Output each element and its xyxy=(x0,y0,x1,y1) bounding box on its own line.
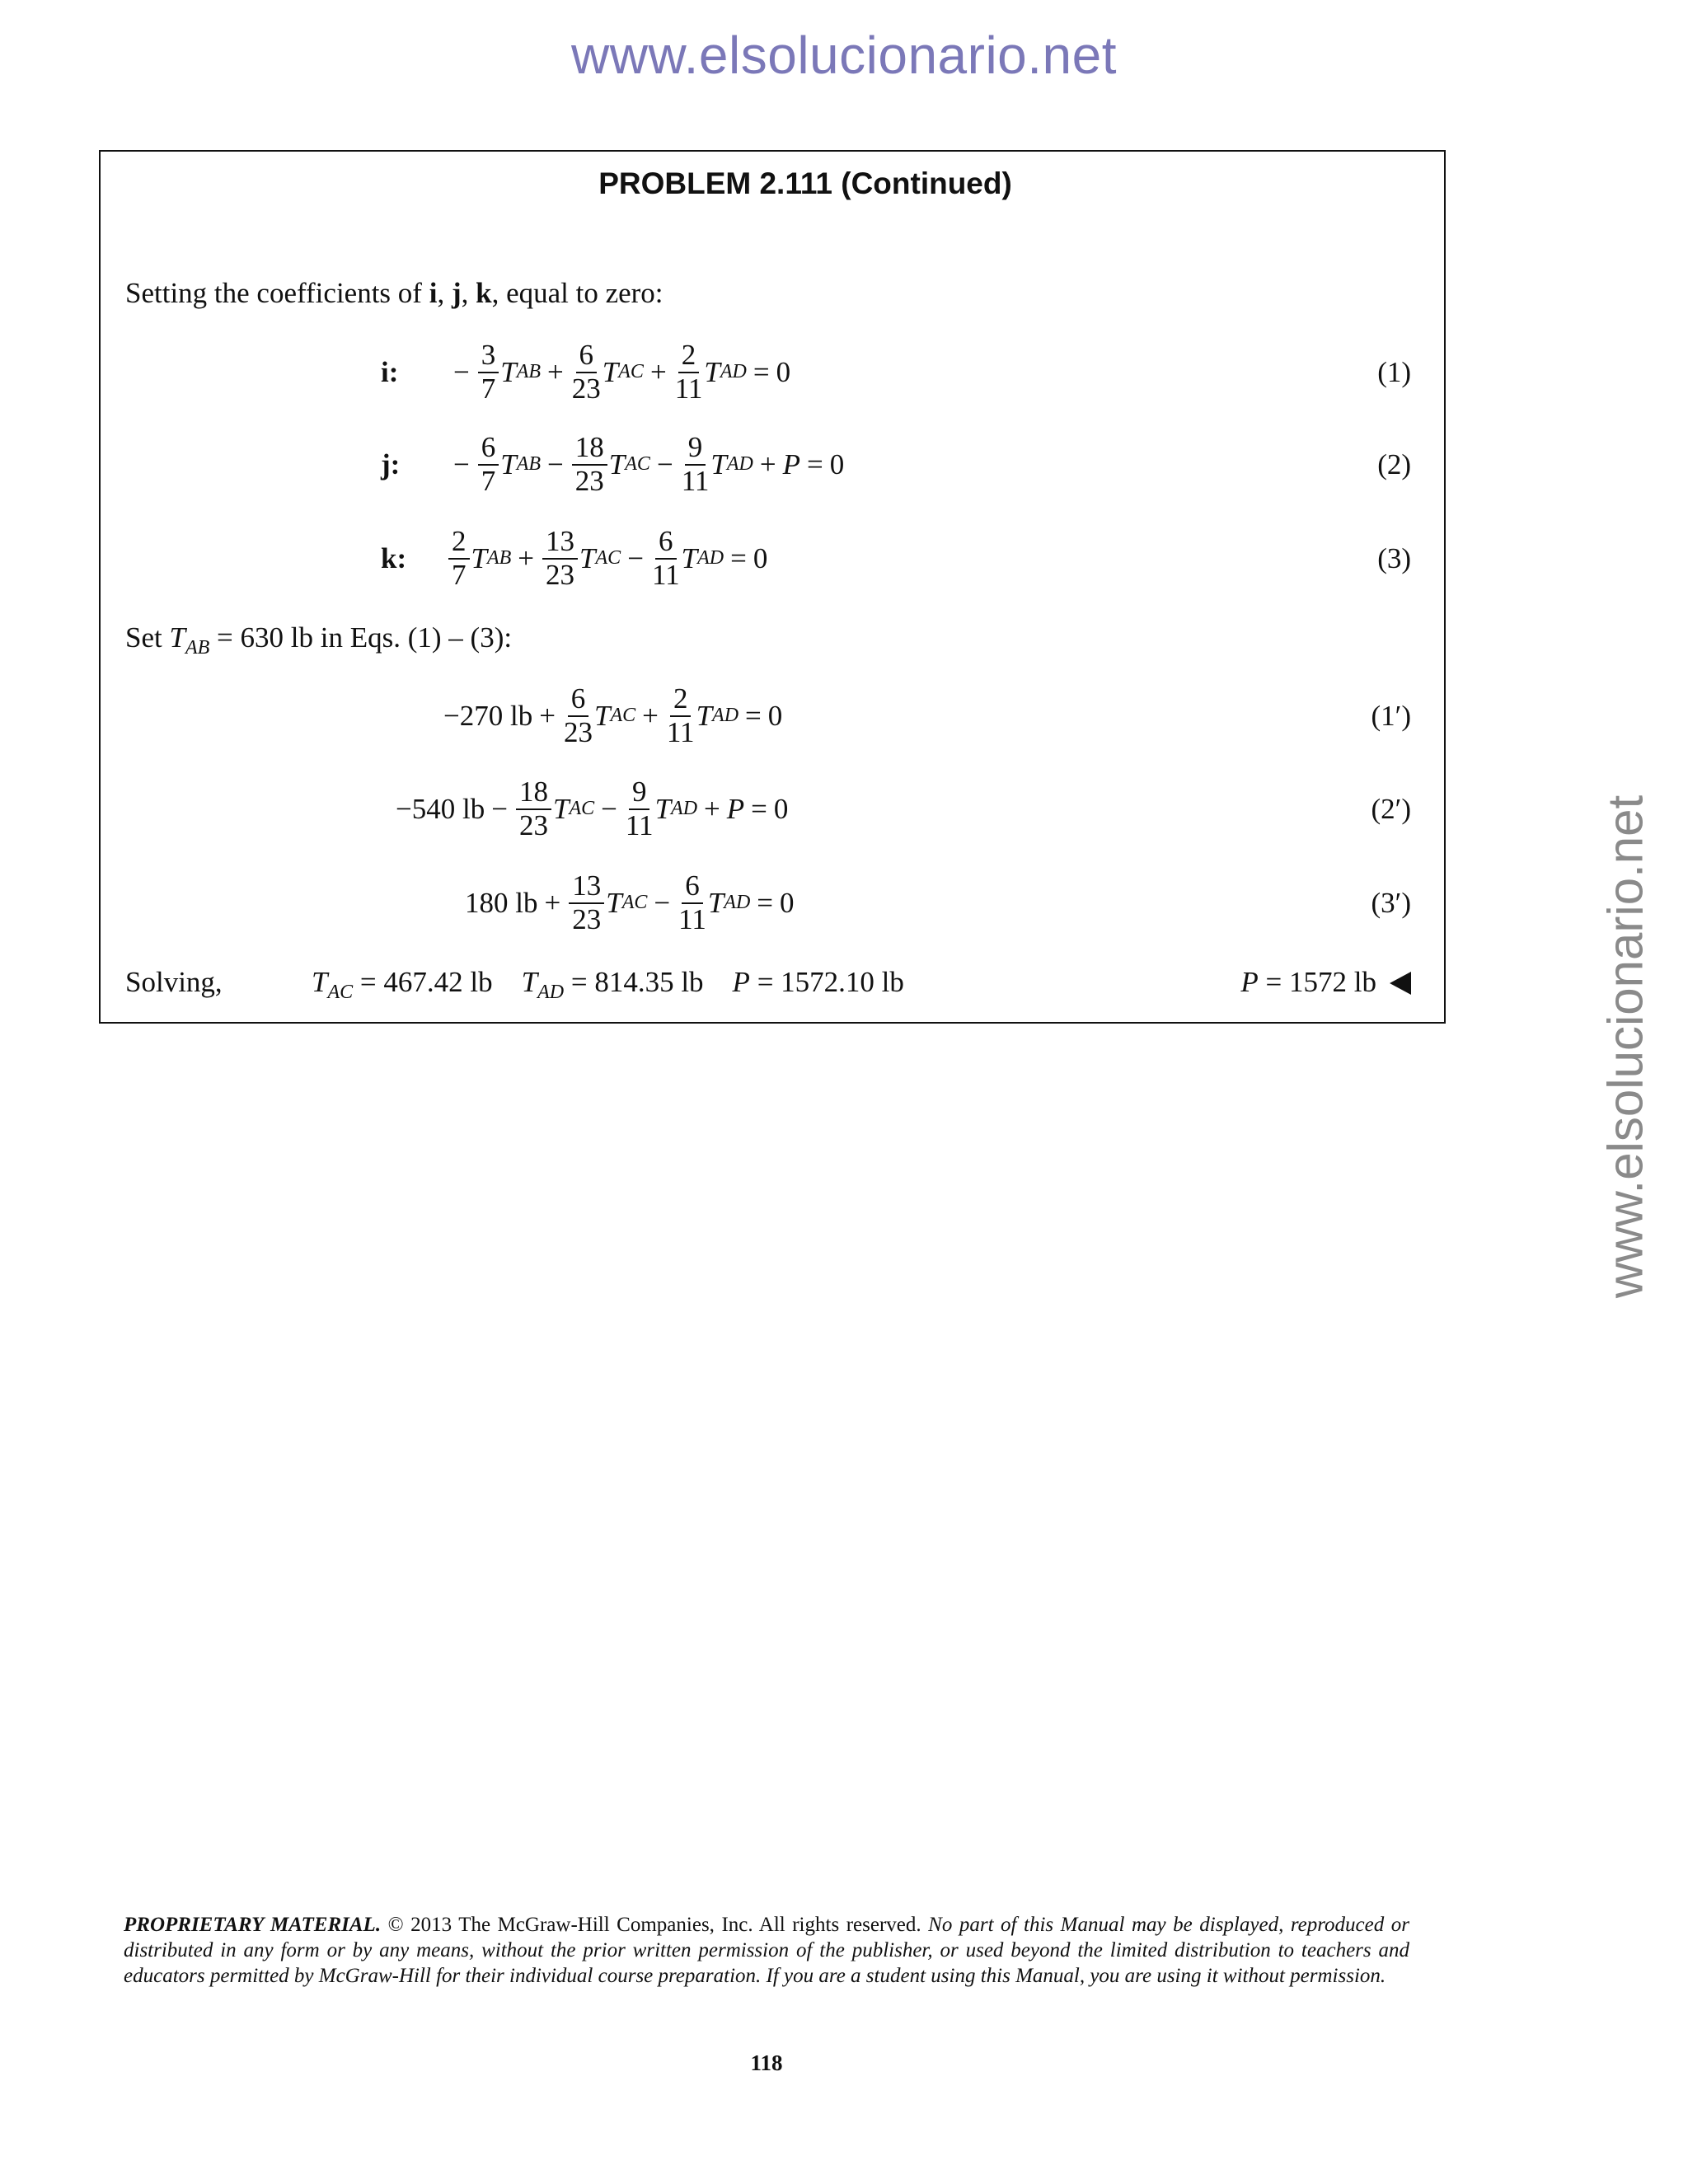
page-number: 118 xyxy=(750,2050,783,2075)
equation-number: (3) xyxy=(1377,542,1411,574)
watermark-side: www.elsolucionario.net xyxy=(1597,794,1653,1299)
solution-box xyxy=(99,150,1446,1024)
footer-copyright: PROPRIETARY MATERIAL. © 2013 The McGraw-Hill Companies, Inc. All rights reserved. No part of this Manual may be displayed, reproduced or distributed in any form or by any means, without the prior written permission of the publisher, or used beyond the limited distribution to teachers and educators permitted by McGraw-Hill for their individual course preparation. If you are a student using this Manual, you are using it without permission. xyxy=(124,1914,1409,1987)
equation-3-prime: 180 lb + $\frac{13}{23}$ T AC − $\frac{6}{11}$ T AD = 0 xyxy=(465,869,795,935)
equation-1: i: − $\frac{3}{7}$ T AB + $\frac{6}{23}$ T AC + $\frac{2}{11}$ T AD = 0 xyxy=(381,339,791,405)
solving-label: Solving, xyxy=(125,966,223,998)
equation-number: (1) xyxy=(1377,356,1411,388)
equation-2-prime: −540 lb − $\frac{18}{23}$ T AC − $\frac{9}{11}$ T AD + P = 0 xyxy=(396,776,789,841)
equation-number: (1′) xyxy=(1371,700,1411,732)
problem-title: PROBLEM 2.111 (Continued) xyxy=(598,166,1012,200)
equation-label: i: xyxy=(381,355,399,388)
equation-2: j: − $\frac{6}{7}$ T AB − $\frac{18}{23}$ T AC − $\frac{9}{11}$ T AD + P = 0 xyxy=(381,431,845,497)
equation-number: (2′) xyxy=(1371,793,1411,825)
final-answer: P = 1572 lb xyxy=(1240,966,1411,999)
equation-number: (2) xyxy=(1377,448,1411,480)
equation-number: (3′) xyxy=(1371,887,1411,919)
equation-label: k: xyxy=(381,541,407,574)
answer-marker-icon xyxy=(1390,972,1411,995)
equation-3: k: $\frac{2}{7}$ T AB + $\frac{13}{23}$ T AC − $\frac{6}{11}$ T AD = 0 xyxy=(381,525,768,591)
watermark-top: www.elsolucionario.net xyxy=(571,26,1117,85)
intro-line: Setting the coefficients of i, j, k, equal to zero: xyxy=(125,277,663,309)
solving-values: $T_{AC} = 467.42$ lb $T_{AD} = 814.35$ lb P = 1572.10 lb xyxy=(312,966,904,1003)
set-line: Set $T_{AB} = 630$ lb in Eqs. (1) – (3): xyxy=(125,621,513,658)
equation-1-prime: −270 lb + $\frac{6}{23}$ T AC + $\frac{2}{11}$ T AD = 0 xyxy=(443,682,783,748)
equation-label: j: xyxy=(381,448,401,480)
